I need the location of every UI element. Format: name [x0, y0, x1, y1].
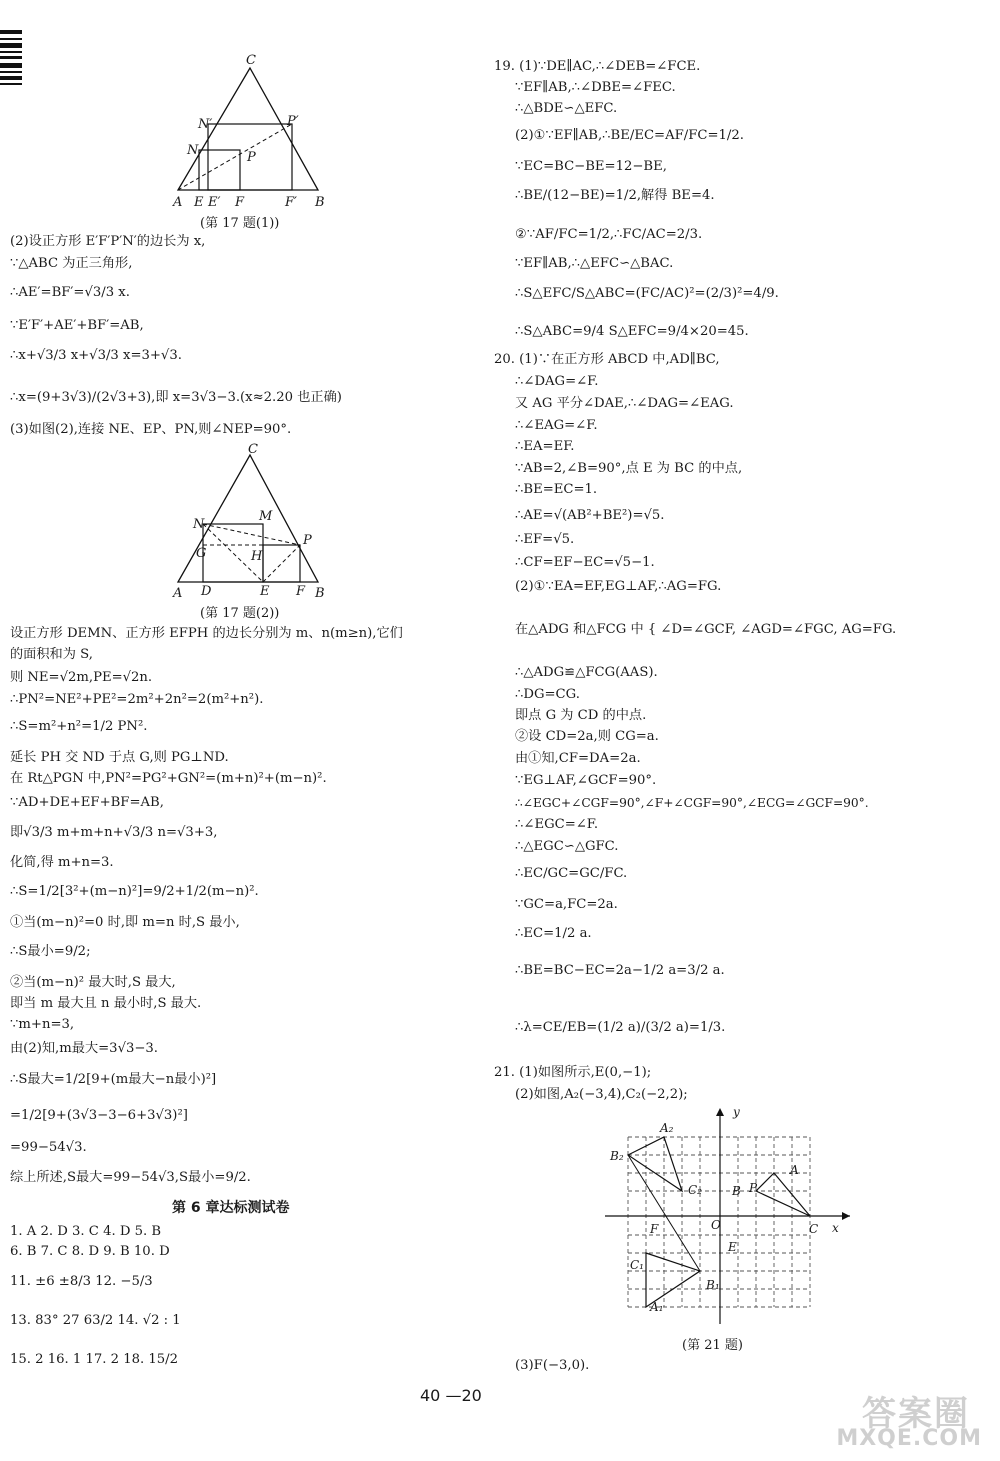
text-line: ∵EF∥AB,∴∠DBE=∠FEC. — [515, 80, 676, 95]
answer-line: 15. 2 16. 1 17. 2 18. 15/2 — [10, 1352, 179, 1367]
text-line: ∴x=(9+3√3)/(2√3+3),即 x=3√3−3.(x≈2.20 也正确) — [10, 390, 342, 405]
text-line: 21. (1)如图所示,E(0,−1); — [494, 1065, 652, 1080]
text-line: 的面积和为 S, — [10, 647, 93, 662]
svg-text:E: E — [260, 584, 270, 599]
svg-text:N: N — [193, 517, 205, 532]
text-line: ∴S△EFC/S△ABC=(FC/AC)²=(2/3)²=4/9. — [515, 286, 779, 301]
text-line: 由①知,CF=DA=2a. — [515, 751, 641, 766]
text-line: 则 NE=√2m,PE=√2n. — [10, 670, 153, 685]
text-line: ∴△EGC∽△GFC. — [515, 839, 619, 854]
svg-text:N′: N′ — [198, 117, 213, 132]
answer-line: 6. B 7. C 8. D 9. B 10. D — [10, 1244, 170, 1259]
svg-text:C₂: C₂ — [688, 1183, 702, 1197]
svg-text:E: E — [194, 195, 204, 210]
text-line: ∴S=m²+n²=1/2 PN². — [10, 719, 148, 734]
text-line: ∴S=1/2[3²+(m−n)²]=9/2+1/2(m−n)². — [10, 884, 259, 899]
watermark — [750, 1381, 1000, 1461]
text-line: 由(2)知,m最大=3√3−3. — [10, 1041, 158, 1056]
svg-text:F: F — [650, 1222, 659, 1236]
svg-text:B: B — [315, 195, 325, 210]
text-line: ∴AE′=BF′=√3/3 x. — [10, 285, 130, 300]
svg-text:P: P — [247, 150, 256, 165]
text-line: ∵EC=BC−BE=12−BE, — [515, 159, 667, 174]
text-line: ∴∠EGC=∠F. — [515, 817, 599, 832]
svg-text:B₂: B₂ — [610, 1149, 624, 1163]
text-line: ∵GC=a,FC=2a. — [515, 897, 618, 912]
svg-text:C: C — [248, 442, 258, 457]
text-line: ∴EC/GC=GC/FC. — [515, 866, 628, 881]
text-line: ∵AB=2,∠B=90°,点 E 为 BC 的中点, — [515, 461, 743, 476]
text-line: ∴EA=EF. — [515, 439, 575, 454]
text-line: ∴∠EAG=∠F. — [515, 418, 598, 433]
text-line: (2)①∵EA=EF,EG⊥AF,∴AG=FG. — [515, 579, 722, 594]
text-line: ∴∠DAG=∠F. — [515, 374, 599, 389]
svg-text:H: H — [251, 549, 263, 564]
text-line: =99−54√3. — [10, 1140, 87, 1155]
text-line: (3)F(−3,0). — [515, 1358, 590, 1373]
svg-text:F: F — [296, 584, 306, 599]
svg-text:C₁: C₁ — [630, 1258, 644, 1272]
text-line: ∴△ADG≌△FCG(AAS). — [515, 665, 658, 680]
answer-line: 1. A 2. D 3. C 4. D 5. B — [10, 1224, 162, 1239]
text-line: 即点 G 为 CD 的中点. — [515, 708, 647, 723]
text-line: (3)如图(2),连接 NE、EP、PN,则∠NEP=90°. — [10, 422, 292, 437]
answer-line: 13. 83° 27 63/2 14. √2 : 1 — [10, 1313, 181, 1328]
svg-text:P′: P′ — [287, 114, 299, 129]
svg-text:O: O — [711, 1218, 721, 1232]
text-line: ∴PN²=NE²+PE²=2m²+2n²=2(m²+n²). — [10, 692, 264, 707]
svg-text:A₁: A₁ — [650, 1300, 664, 1314]
text-line: ∴AE=√(AB²+BE²)=√5. — [515, 508, 665, 523]
text-line: ∴S最大=1/2[9+(m最大−n最小)²] — [10, 1072, 217, 1087]
svg-text:C: C — [246, 53, 256, 68]
text-line: 即√3/3 m+m+n+√3/3 n=√3+3, — [10, 825, 218, 840]
text-line: (2)①∵EF∥AB,∴BE/EC=AF/FC=1/2. — [515, 128, 744, 143]
svg-text:F: F — [235, 195, 245, 210]
text-line: ∴S最小=9/2; — [10, 944, 91, 959]
svg-text:C: C — [809, 1222, 819, 1236]
text-line: 延长 PH 交 ND 于点 G,则 PG⊥ND. — [10, 750, 229, 765]
svg-text:y: y — [733, 1105, 740, 1119]
svg-text:D: D — [201, 584, 212, 599]
text-line: ∵m+n=3, — [10, 1017, 75, 1032]
text-line: 19. (1)∵DE∥AC,∴∠DEB=∠FCE. — [494, 59, 701, 74]
svg-text:M: M — [259, 509, 273, 524]
figure-17-2 — [165, 440, 335, 600]
text-line: ∵△ABC 为正三角形, — [10, 256, 133, 271]
page-number: 40 —20 — [420, 1386, 482, 1405]
text-line: 又 AG 平分∠DAE,∴∠DAG=∠EAG. — [515, 396, 734, 411]
text-line: ∴CF=EF−EC=√5−1. — [515, 555, 655, 570]
text-line: ∴DG=CG. — [515, 687, 580, 702]
barcode-mark — [0, 30, 22, 90]
svg-text:A: A — [173, 195, 183, 210]
svg-text:G: G — [196, 546, 207, 561]
figure-17-1-caption: (第 17 题(1)) — [200, 216, 280, 231]
text-line: ∴EF=√5. — [515, 532, 575, 547]
text-line: ∵E′F′+AE′+BF′=AB, — [10, 318, 144, 333]
text-line: ∴BE/(12−BE)=1/2,解得 BE=4. — [515, 188, 715, 203]
svg-text:x: x — [832, 1221, 839, 1235]
text-line: 在△ADG 和△FCG 中 { ∠D=∠GCF, ∠AGD=∠FGC, AG=FG. — [515, 622, 897, 637]
text-line: 即当 m 最大且 n 最小时,S 最大. — [10, 996, 202, 1011]
svg-text:E′: E′ — [208, 195, 221, 210]
text-line: ∴EC=1/2 a. — [515, 926, 592, 941]
text-line: ①当(m−n)²=0 时,即 m=n 时,S 最小, — [10, 915, 240, 930]
figure-17-1 — [165, 50, 335, 215]
figure-17-2-caption: (第 17 题(2)) — [200, 606, 280, 621]
svg-text:B₁: B₁ — [706, 1278, 720, 1292]
text-line: 20. (1)∵在正方形 ABCD 中,AD∥BC, — [494, 352, 720, 367]
text-line: ∵AD+DE+EF+BF=AB, — [10, 795, 164, 810]
text-line: ②设 CD=2a,则 CG=a. — [515, 729, 659, 744]
section-title: 第 6 章达标测试卷 — [172, 1200, 290, 1216]
text-line: ∴S△ABC=9/4 S△EFC=9/4×20=45. — [515, 324, 749, 339]
svg-text:A: A — [790, 1163, 799, 1177]
text-line: 在 Rt△PGN 中,PN²=PG²+GN²=(m+n)²+(m−n)². — [10, 771, 327, 786]
svg-text:A: A — [173, 586, 183, 600]
svg-text:P: P — [303, 533, 312, 548]
text-line: ∴λ=CE/EB=(1/2 a)/(3/2 a)=1/3. — [515, 1020, 726, 1035]
svg-text:B: B — [315, 586, 325, 600]
svg-text:A₂: A₂ — [660, 1121, 674, 1135]
text-line: ∵EG⊥AF,∠GCF=90°. — [515, 773, 657, 788]
text-line: ∴BE=EC=1. — [515, 482, 598, 497]
figure-21-caption: (第 21 题) — [682, 1338, 743, 1353]
watermark-url: MXQE.COM — [836, 1426, 982, 1451]
text-line: 设正方形 DEMN、正方形 EFPH 的边长分别为 m、n(m≥n),它们 — [10, 626, 403, 641]
text-line: ②当(m−n)² 最大时,S 最大, — [10, 975, 176, 990]
text-line: ∴∠EGC+∠CGF=90°,∠F+∠CGF=90°,∠ECG=∠GCF=90°. — [515, 796, 869, 810]
text-line: ∵EF∥AB,∴△EFC∽△BAC. — [515, 256, 674, 271]
figure-21-grid — [600, 1102, 860, 1332]
text-line: 化简,得 m+n=3. — [10, 855, 114, 870]
svg-text:N: N — [187, 143, 199, 158]
svg-text:F′: F′ — [285, 195, 297, 210]
svg-text:P: P — [749, 1181, 758, 1195]
svg-text:B: B — [732, 1184, 741, 1198]
text-line: ②∵AF/FC=1/2,∴FC/AC=2/3. — [515, 227, 703, 242]
answer-line: 11. ±6 ±8/3 12. −5/3 — [10, 1274, 153, 1289]
text-line: (2)如图,A₂(−3,4),C₂(−2,2); — [515, 1087, 688, 1102]
text-line: =1/2[9+(3√3−3−6+3√3)²] — [10, 1108, 188, 1123]
text-line: 综上所述,S最大=99−54√3,S最小=9/2. — [10, 1170, 251, 1185]
text-line: ∴x+√3/3 x+√3/3 x=3+√3. — [10, 348, 182, 363]
text-line: ∴BE=BC−EC=2a−1/2 a=3/2 a. — [515, 963, 725, 978]
svg-text:E: E — [728, 1240, 737, 1254]
text-line: ∴△BDE∽△EFC. — [515, 101, 618, 116]
text-line: (2)设正方形 E′F′P′N′的边长为 x, — [10, 234, 206, 249]
watermark-logo-text: 答案圈 — [862, 1394, 970, 1434]
